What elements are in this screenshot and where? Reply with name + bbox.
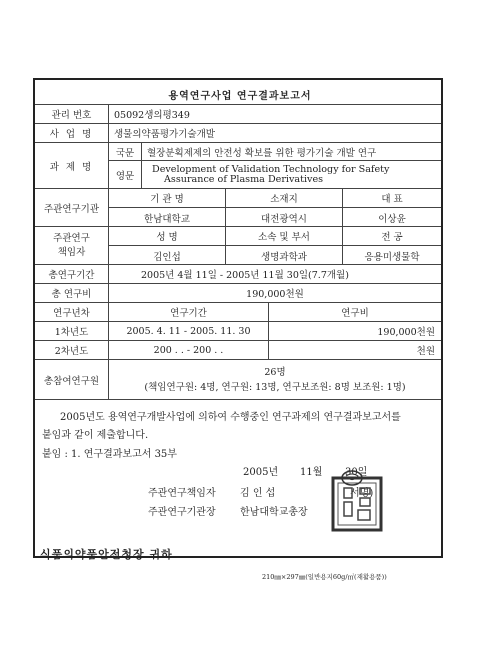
period-value: 2005년 4월 11일 - 2005년 11월 30일(7.7개월) [108, 265, 441, 283]
rep-header: 대 표 [342, 189, 441, 207]
signature-researcher-name: 김 인 섭 [240, 488, 276, 499]
total-cost-value: 190,000천원 [108, 284, 441, 302]
dept-value: 생명과학과 [225, 246, 342, 265]
lead-org-label: 주관연구기관 [43, 203, 100, 215]
mgmt-no-value: 05092생의평349 [108, 105, 441, 123]
researcher-name-value: 김인섭 [108, 246, 225, 265]
date-month: 11월 [300, 467, 323, 478]
date-day: 30일 [345, 467, 368, 478]
year2-row [35, 341, 441, 360]
year2-label: 2차년도 [54, 346, 89, 357]
project-name-value: 생물의약품평가기술개발 [108, 124, 441, 142]
location-header: 소재지 [225, 189, 342, 207]
year-header-row [35, 303, 441, 322]
dept-header: 소속 및 부서 [225, 227, 342, 245]
task-en-value [141, 161, 441, 189]
head-name: 한남대학교총장 [240, 507, 308, 518]
lead-researcher-row [35, 227, 441, 265]
participants-row [35, 360, 441, 400]
total-cost-label: 총 연구비 [51, 289, 92, 300]
document-title: 용역연구사업 연구결과보고서 [168, 91, 312, 102]
participants-label: 총참여연구원 [43, 375, 100, 387]
task-en-row [108, 161, 441, 189]
year1-row [35, 322, 441, 341]
lead-researcher-header [108, 227, 441, 246]
total-cost-row [35, 284, 441, 303]
project-name-row [35, 124, 441, 143]
lead-org-values [108, 208, 441, 227]
name-header: 성 명 [108, 227, 225, 245]
task-ko-row [108, 143, 441, 161]
lead-researcher-label: 주관연구 책임자 [53, 232, 90, 258]
period-label: 총연구기간 [48, 270, 95, 281]
location-value: 대전광역시 [225, 208, 342, 227]
attachment-line: 붙임 : 1. 연구결과보고서 35부 [42, 449, 177, 460]
year1-period: 2005. 4. 11 - 2005. 11. 30 [108, 322, 268, 340]
year1-label: 1차년도 [54, 327, 89, 338]
mgmt-no-row [35, 105, 441, 124]
major-header: 전 공 [342, 227, 441, 245]
participants-detail: (책임연구원: 4명, 연구원: 13명, 연구보조원: 8명 보조원: 1명) [144, 381, 406, 393]
task-ko-value: 혈장분획제제의 안전성 확보를 위한 평가기술 개발 연구 [141, 143, 441, 160]
year-header: 연구년차 [53, 308, 90, 319]
year-cost-header: 연구비 [268, 303, 441, 321]
date-year: 2005년 [243, 467, 279, 478]
mgmt-no-label: 관리 번호 [51, 110, 92, 121]
org-name-value: 한남대학교 [108, 208, 225, 227]
korean-label: 국문 [108, 143, 141, 160]
task-en-line-2: Assurance of Plasma Derivatives [164, 174, 324, 185]
lead-org-row [35, 189, 441, 227]
project-name-label: 사 업 명 [49, 129, 94, 140]
addressee: 식품의약품안전청장 귀하 [40, 548, 173, 561]
task-en-line-1: Development of Validation Technology for Safety [152, 164, 390, 175]
year1-cost: 190,000천원 [268, 322, 441, 340]
participants-value [108, 360, 441, 399]
lead-org-header [108, 189, 441, 208]
year2-cost: 천원 [268, 341, 441, 359]
sign-note: 서명) [350, 488, 374, 499]
period-row [35, 265, 441, 284]
head-role: 주관연구기관장 [148, 507, 216, 518]
task-name-label: 과 제 명 [49, 161, 94, 173]
official-seal-icon [330, 470, 384, 532]
year-period-header: 연구기간 [108, 303, 268, 321]
rep-value: 이상윤 [342, 208, 441, 227]
major-value: 응용미생물학 [342, 246, 441, 265]
task-name-row [35, 143, 441, 189]
statement-line-1: 2005년도 용역연구개발사업에 의하여 수행중인 연구과제의 연구결과보고서를 [60, 412, 401, 423]
participants-total: 26명 [264, 366, 286, 378]
year2-period: 200 . . - 200 . . [108, 341, 268, 359]
title-row [35, 80, 441, 105]
org-name-header: 기 관 명 [108, 189, 225, 207]
statement-line-2: 붙임과 같이 제출합니다. [42, 430, 149, 441]
english-label: 영문 [108, 161, 141, 189]
lead-researcher-values [108, 246, 441, 265]
researcher-role: 주관연구책임자 [148, 488, 216, 499]
paper-size-footer: 210㎜×297㎜(일반용지60g/㎡(재활용품)) [262, 573, 387, 581]
